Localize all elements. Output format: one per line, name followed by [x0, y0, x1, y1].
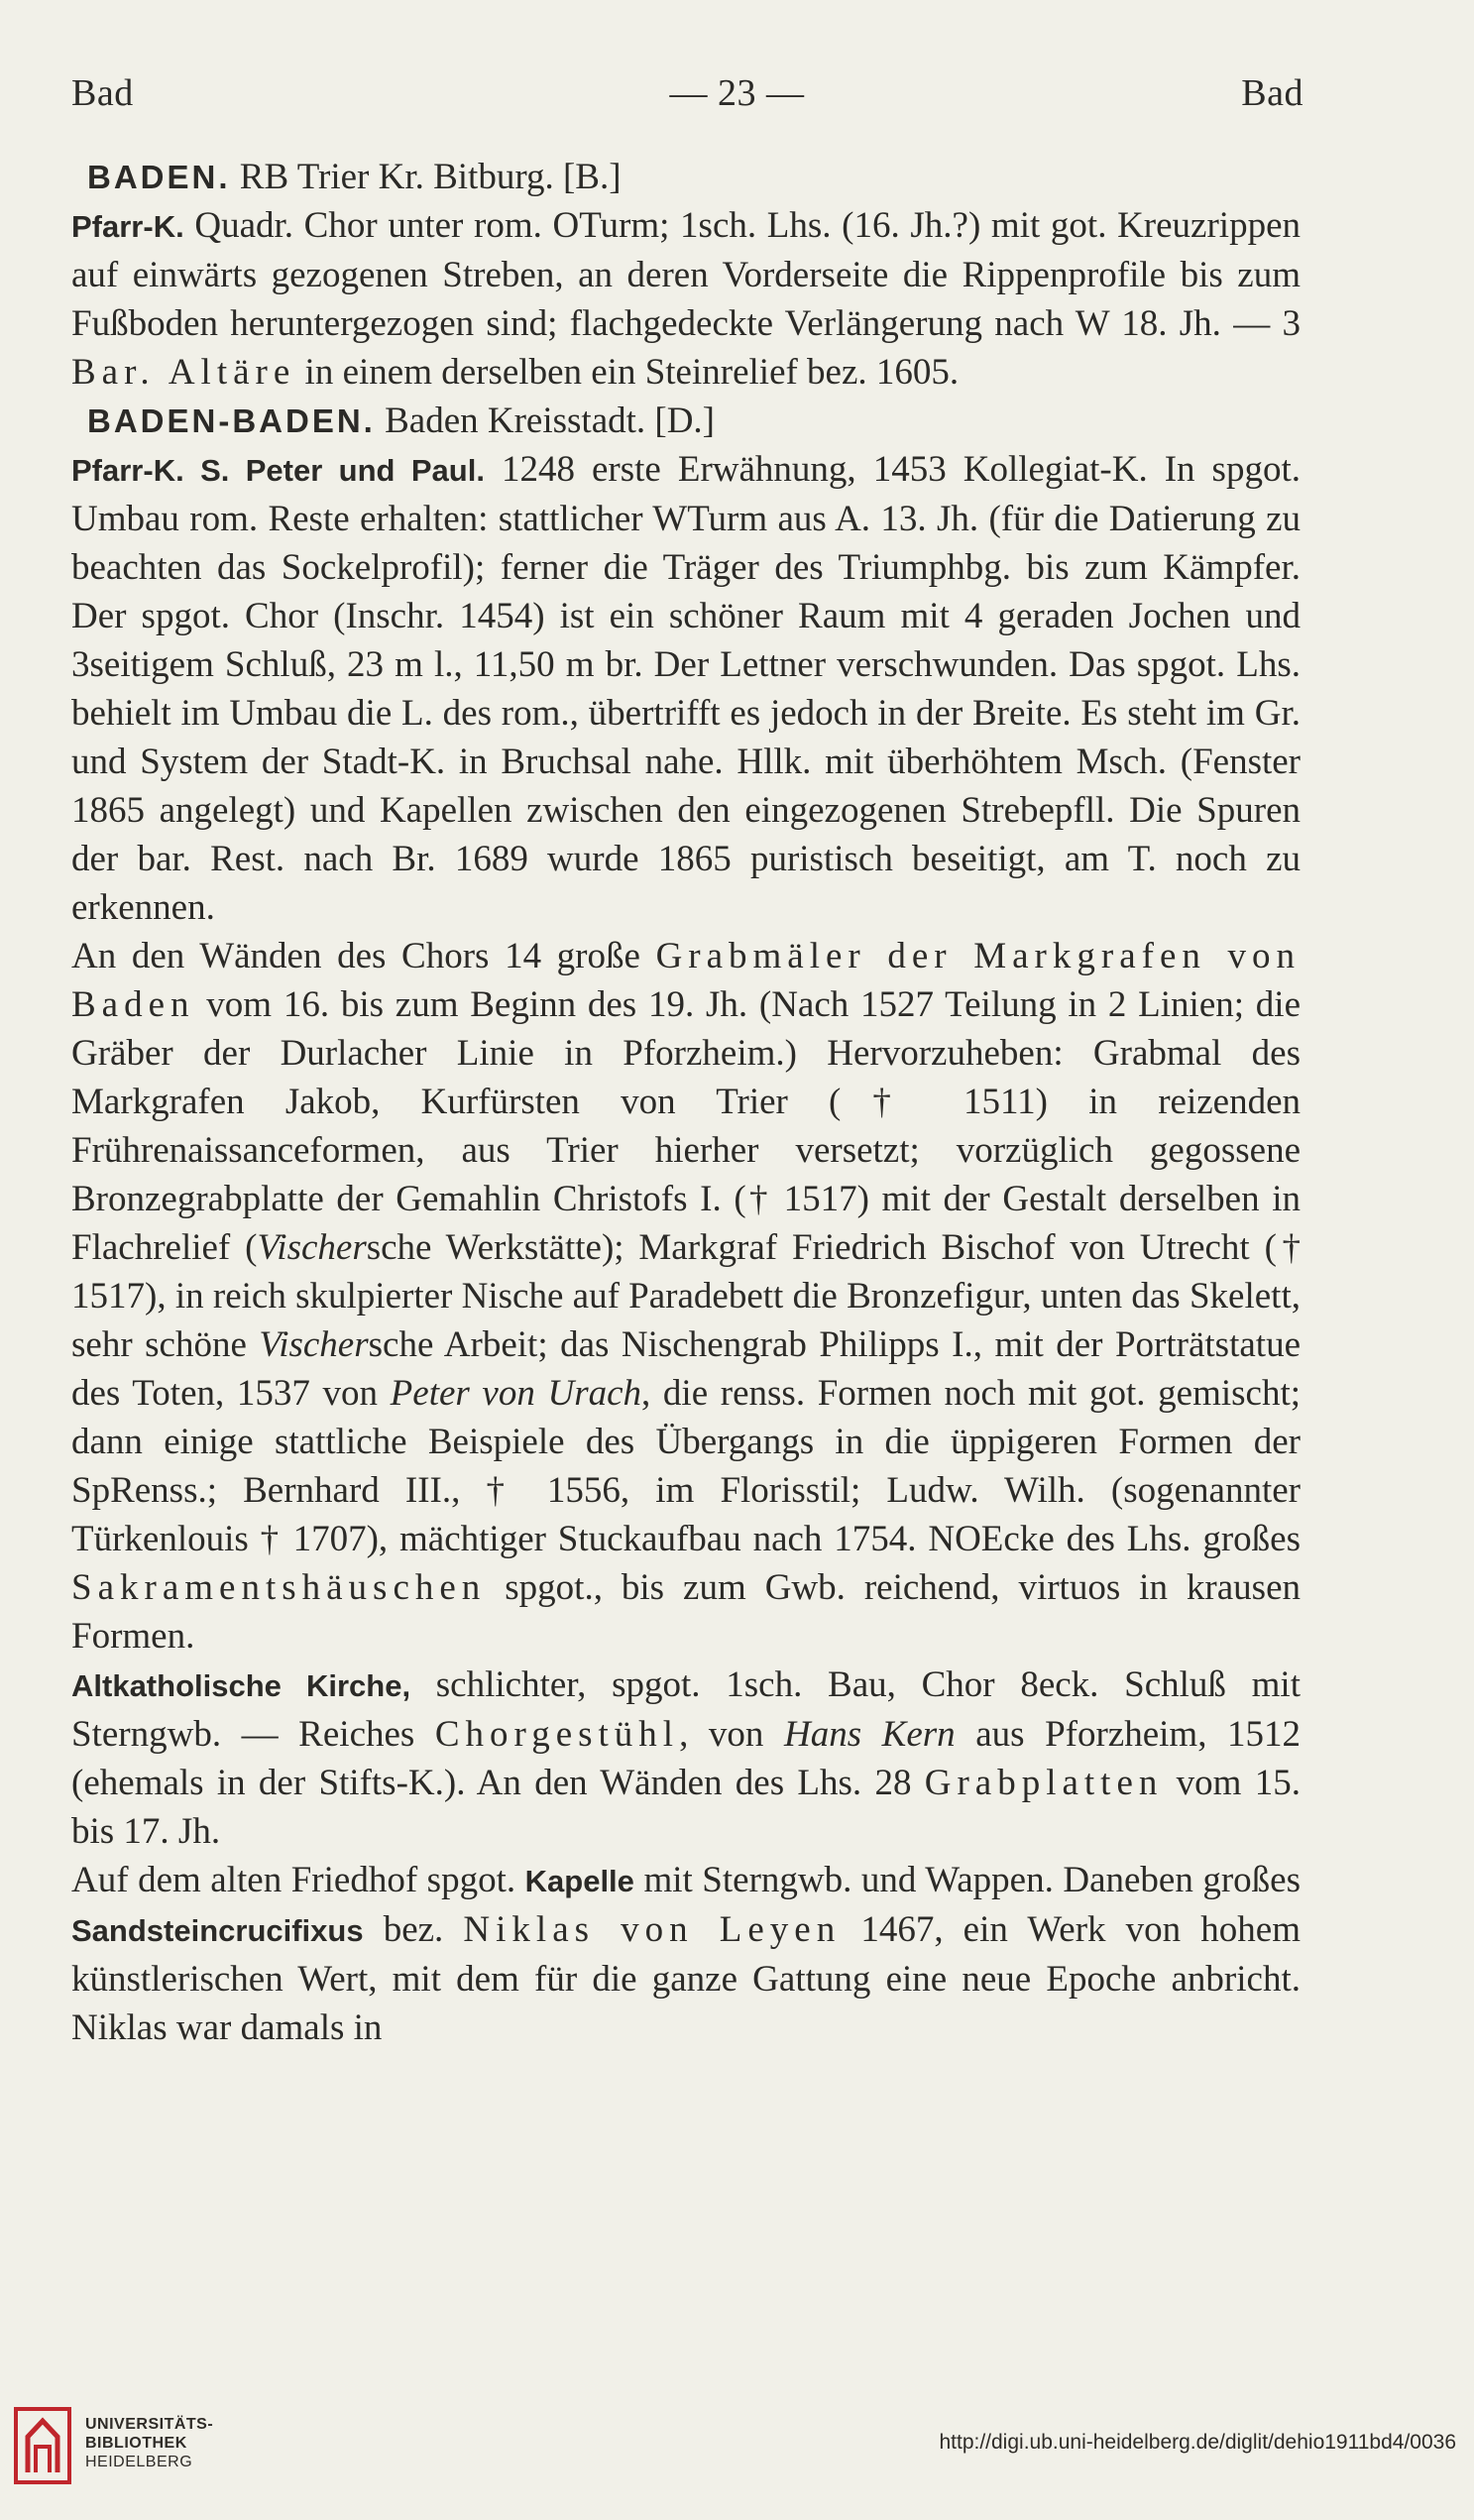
entry-text: 1248 erste Erwähnung, 1453 Kollegiat-K. In spgot. Umbau rom. Reste erhalten: stattlicher WTurm aus A. 13. Jh. (für die Datierung zu beachten das Sockelprofil); ferner die Träger des Triumphbg. bis zum Kämpfer. Der spgot. Chor (Inschr. 1454) ist ein schöner Raum mit 4 geraden Jochen und 3seitigem Schluß, 23 m l., 11,50 m br. Der Lettner verschwunden. Das spgot. Lhs. behielt im Umbau die L. des rom., übertrifft es jedoch in der Breite. Es steht im Gr. und System der Stadt-K. in Bruchsal nahe. Hllk. mit überhöhtem Msch. (Fenster 1865 angelegt) und Kapellen zwischen den eingezogenen Strebepfll. Die Spuren der bar. Rest. nach Br. 1689 wurde 1865 puristisch beseitigt, am T. noch zu erkennen. — [71, 449, 1301, 928]
italic-name: Hans Kern — [783, 1714, 956, 1755]
entry-text: bez. — [363, 1909, 464, 1950]
entry-text: aus Pforzheim, 1512 (ehemals in der Stifts-K.). An den Wänden des Lhs. 28 — [71, 1714, 1302, 1803]
spaced-term: Bar. Altäre — [71, 352, 296, 393]
library-logo-text — [85, 2415, 213, 2471]
entry-text: , von — [679, 1714, 784, 1755]
entry-baden-pfarrkirche — [71, 201, 1301, 397]
entry-text: sche Werkstätte); Markgraf Friedrich Bischof von Utrecht († 1517), in reich skulpierter Nische auf Paradebett die Bronzefigur, unten das Skelett, sehr schöne — [71, 1227, 1301, 1365]
building-heading: Altkatholische Kirche, — [71, 1668, 411, 1703]
entry-text: schlichter, spgot. 1sch. Bau, Chor 8eck. Schluß mit Sterngwb. — Reiches — [71, 1664, 1301, 1755]
spaced-term: Grabmäler der Markgrafen von Baden — [71, 936, 1301, 1025]
running-head-right: Bad — [1241, 72, 1304, 114]
entry-text: in einem derselben ein Steinrelief bez. 1605. — [295, 352, 960, 393]
heidelberg-library-logo-icon — [14, 2407, 71, 2484]
building-heading: Kapelle — [524, 1864, 634, 1898]
entry-text: 1467, ein Werk von hohem künstlerischen Wert, mit dem für die ganze Gattung eine neue Epoche anbricht. Niklas war damals in — [71, 1909, 1301, 2048]
source-url-link[interactable]: http://digi.ub.uni-heidelberg.de/diglit/dehio1911bd4/0036 — [939, 2431, 1456, 2454]
building-heading: Sandsteincrucifixus — [71, 1913, 364, 1948]
paragraph-friedhof — [71, 1856, 1301, 2052]
entry-heading: BADEN-BADEN. — [87, 402, 376, 439]
page-number: — 23 — — [669, 72, 805, 114]
spaced-term: Niklas von Leyen — [463, 1909, 842, 1950]
paragraph-altkatholische-kirche — [71, 1661, 1301, 1856]
logo-line-3: HEIDELBERG — [85, 2454, 193, 2470]
paragraph-grabmaeler — [71, 932, 1301, 1661]
entry-text: sche Arbeit; das Nischengrab Philipps I., mit der Porträtstatue des Toten, 1537 von — [71, 1324, 1301, 1414]
italic-name: Vischer — [257, 1227, 367, 1268]
spaced-term: Chorgestühl — [434, 1714, 680, 1755]
entry-text: Auf dem alten Friedhof spgot. — [71, 1860, 525, 1900]
entry-text: spgot., bis zum Gwb. reichend, virtuos in krausen Formen. — [71, 1567, 1301, 1657]
entry-location: Baden Kreisstadt. [D.] — [375, 401, 716, 441]
entry-text: vom 16. bis zum Beginn des 19. Jh. (Nach 1527 Teilung in 2 Linien; die Gräber der Durlacher Linie in Pforzheim.) Hervorzuheben: Grabmal des Markgrafen Jakob, Kurfürsten von Trier († 1511) in reizenden Frührenaissanceformen, aus Trier hierher versetzt; vorzüglich gegossene Bronzegrabplatte der Gemahlin Christofs I. († 1517) mit der Gestalt derselben in Flachrelief ( — [71, 984, 1301, 1268]
entry-text: vom 15. bis 17. Jh. — [71, 1763, 1301, 1852]
entry-text: , die renss. Formen noch mit got. gemischt; dann einige stattliche Beispiele des Übergangs in die üppigeren Formen der SpRenss.; Bernhard III., † 1556, im Florisstil; Ludw. Wilh. (sogenannter Türkenlouis † 1707), mächtiger Stuckaufbau nach 1754. NOEcke des Lhs. großes — [71, 1373, 1302, 1559]
entry-baden — [71, 153, 1301, 201]
italic-name: Vischer — [259, 1324, 369, 1365]
entry-location: RB Trier Kr. Bitburg. [B.] — [230, 157, 622, 197]
running-head-left: Bad — [71, 72, 134, 114]
spaced-term: Sakramentshäuschen — [71, 1567, 487, 1608]
entry-text: mit Sterngwb. und Wappen. Daneben großes — [633, 1860, 1302, 1900]
entry-baden-baden-pfarrkirche — [71, 445, 1301, 932]
entry-heading: BADEN. — [87, 159, 231, 195]
spaced-term: Grabplatten — [924, 1763, 1164, 1803]
entry-baden-baden — [71, 397, 1301, 445]
page-body — [71, 153, 1301, 2052]
entry-text: An den Wänden des Chors 14 große — [71, 936, 656, 976]
building-heading: Pfarr-K. — [71, 209, 184, 244]
logo-line-2: BIBLIOTHEK — [85, 2435, 187, 2452]
italic-name: Peter von Urach — [390, 1373, 642, 1414]
logo-line-1: UNIVERSITÄTS- — [85, 2416, 214, 2433]
building-heading: Pfarr-K. S. Peter und Paul. — [71, 453, 485, 488]
entry-text: Quadr. Chor unter rom. OTurm; 1sch. Lhs. (16. Jh.?) mit got. Kreuzrippen auf einwärts gezogenen Streben, an deren Vorderseite die Rippenprofile bis zum Fußboden heruntergezogen sind; flachgedeckte Verlängerung nach W 18. Jh. — 3 — [71, 205, 1301, 344]
